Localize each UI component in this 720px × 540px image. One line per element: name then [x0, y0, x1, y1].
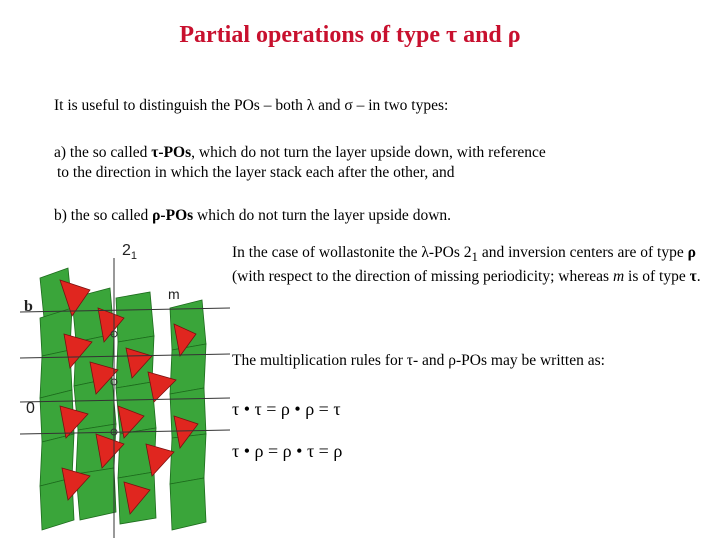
equation-1: τ • τ = ρ • ρ = τ — [232, 399, 341, 419]
screw-axis-main: 2 — [122, 242, 131, 259]
wollastonite-tau: τ — [689, 268, 697, 286]
rules-intro: The multiplication rules for τ- and ρ-POs may be written as: — [232, 352, 605, 369]
page-title: Partial operations of type τ and ρ — [179, 22, 521, 48]
wollastonite-m: m — [612, 268, 625, 286]
equation-2: τ • ρ = ρ • τ = ρ — [232, 441, 343, 461]
item-a-line1-rest: , which do not turn the layer upside down, with reference — [191, 144, 546, 161]
wollastonite-part1: In the case of wollastonite the λ-POs 2 — [232, 244, 472, 261]
item-a-term: τ-POs — [151, 144, 192, 161]
item-b — [54, 206, 451, 226]
item-b-prefix: b) the so called — [54, 207, 149, 224]
item-b-rest: which do not turn the layer upside down. — [193, 207, 452, 224]
wollastonite-part5: . — [696, 268, 701, 286]
wollastonite-sub: 1 — [471, 249, 478, 265]
intro-text: It is useful to distinguish the POs – both λ and σ – in two types: — [54, 97, 449, 114]
wollastonite-part4: is of type — [624, 268, 690, 286]
axis-b-label: b — [24, 298, 33, 315]
wollastonite-structure-figure — [20, 238, 230, 538]
item-a — [54, 143, 546, 183]
wollastonite-rho: ρ — [687, 244, 696, 261]
wollastonite-text — [232, 243, 702, 287]
item-a-prefix: a) the so called — [54, 144, 148, 161]
screw-axis-sub: 1 — [130, 250, 138, 263]
mirror-label: m — [168, 286, 180, 302]
screw-axis-label — [122, 242, 137, 262]
origin-label: 0 — [26, 400, 35, 417]
wollastonite-part2: and inversion centers are of type — [477, 244, 688, 261]
item-b-term: ρ-POs — [152, 207, 194, 224]
wollastonite-part3: (with respect to the direction of missing periodicity; whereas — [232, 268, 613, 286]
item-a-line2: to the direction in which the layer stack each after the other, and — [57, 164, 455, 181]
